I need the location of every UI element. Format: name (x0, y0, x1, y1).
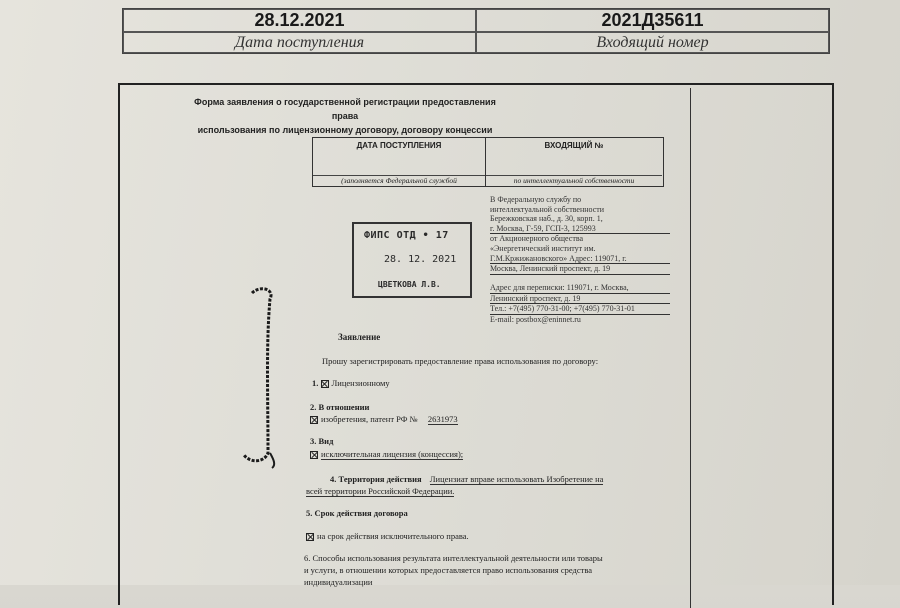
address-line: г. Москва, Г-59, ГСП-3, 125993 (490, 224, 670, 235)
reg-date-cell (313, 138, 486, 186)
registration-table (312, 137, 664, 187)
item5-label: 5. Срок действия договора (306, 508, 408, 518)
fips-stamp (352, 222, 472, 298)
item4-text2: всей территории Российской Федерации. (306, 486, 455, 496)
address-line: Москва, Ленинский проспект, д. 19 (490, 264, 670, 275)
address-line: интеллектуальной собственности (490, 204, 605, 214)
checkbox-icon (306, 533, 314, 541)
request-text: Прошу зарегистрировать предоставление права использования по договору: (322, 356, 599, 366)
item2-label: 2. В отношении (310, 402, 370, 412)
patent-number: 2631973 (427, 414, 458, 424)
item4-label: 4. Территория действия (330, 474, 422, 484)
date-caption: Дата поступления (234, 33, 365, 51)
correspondence-line: Адрес для переписки: 119071, г. Москва, (490, 283, 670, 294)
reg-number-header: ВХОДЯЩИЙ № (544, 141, 604, 150)
item6-line2: и услуги, в отношении которых предоставляется право использования средства (304, 565, 592, 575)
address-line: Бережковская наб., д. 30, корп. 1, (490, 214, 603, 224)
address-line: В Федеральную службу по (490, 195, 582, 204)
receipt-header-table (122, 8, 830, 54)
reg-date-header: ДАТА ПОСТУПЛЕНИЯ (356, 141, 442, 150)
item6-line1: 6. Способы использования результата интеллектуальной деятельности или товары (304, 553, 603, 563)
item1-option: Лицензионному (331, 378, 390, 388)
item4-text1: Лицензиат вправе использовать Изобретение на (429, 474, 604, 484)
correspondence-line: Ленинский проспект, д. 19 (490, 294, 670, 305)
item1 (312, 378, 390, 388)
reg-number-footer: по интеллектуальной собственности (513, 176, 635, 185)
form-title-line2: использования по лицензионному договору, договору концессии (197, 125, 493, 135)
stamp-date: 28. 12. 2021 (384, 254, 457, 265)
stamp-clerk: ЦВЕТКОВА Л.В. (378, 280, 441, 289)
item3-option: исключительная лицензия (концессия); (310, 449, 463, 459)
correspondence-block (490, 283, 670, 324)
item6-line3: индивидуализации (304, 577, 373, 587)
item4 (330, 474, 603, 484)
date-caption-cell (123, 32, 476, 53)
number-value-cell (476, 9, 829, 32)
incoming-number: 2021Д35611 (601, 10, 704, 30)
binding-string (240, 285, 280, 470)
addressee-block (490, 195, 670, 275)
item6 (304, 552, 603, 588)
form-title-line1: Форма заявления о государственной регистрации предоставления права (194, 97, 496, 121)
checkbox-icon (310, 416, 318, 424)
receipt-date: 28.12.2021 (254, 10, 345, 30)
item5-option: на срок действия исключительного права. (306, 531, 469, 541)
reg-date-footer: (заполняется Федеральной службой (341, 176, 457, 185)
item2-option: изобретения, патент РФ № 2631973 (310, 414, 458, 424)
number-caption: Входящий номер (596, 33, 709, 51)
correspondence-line: Тел.: +7(495) 770-31-00; +7(495) 770-31-01 (490, 304, 670, 315)
address-line: Г.М.Кржижановского» Адрес: 119071, г. (490, 254, 670, 265)
correspondence-line: E-mail: postbox@eninnet.ru (490, 314, 581, 324)
address-line: «Энергетический институт им. (490, 243, 596, 253)
statement-title: Заявление (338, 332, 381, 342)
checkbox-icon (321, 380, 329, 388)
stamp-office: ФИПС ОТД • 17 (364, 230, 449, 241)
address-line: от Акционерного общества (490, 234, 584, 244)
checkbox-icon (310, 451, 318, 459)
date-value-cell (123, 9, 476, 32)
item1-label: 1. (312, 378, 319, 388)
item3-label: 3. Вид (310, 436, 334, 446)
reg-number-cell (486, 138, 662, 186)
number-caption-cell (476, 32, 829, 53)
form-title (180, 95, 510, 137)
